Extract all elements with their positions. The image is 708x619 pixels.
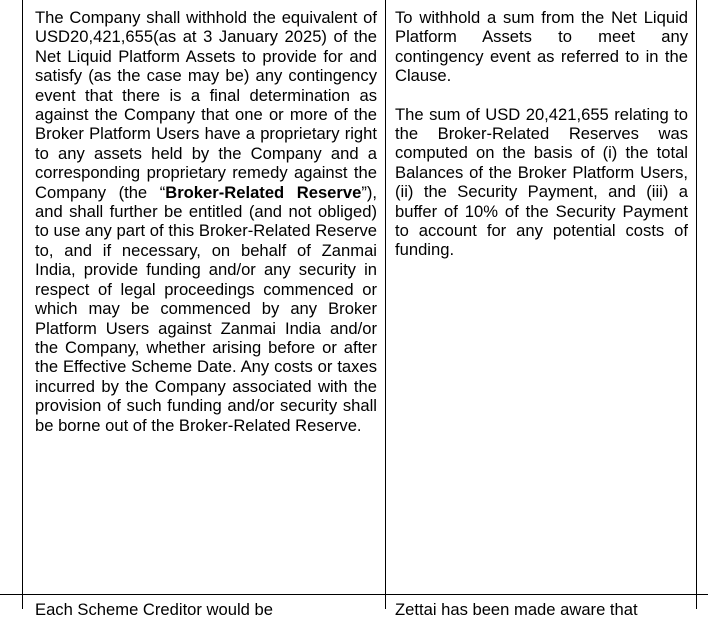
purpose-text-cell (395, 8, 688, 260)
table-border-right (696, 0, 697, 609)
defined-term-broker-related-reserve: Broker-Related Reserve (165, 182, 362, 202)
paragraph-gap (395, 86, 688, 105)
row-separator (0, 594, 708, 595)
purpose-paragraph-2: The sum of USD 20,421,655 relating to the Broker-Related Reserves was computed on the basis of (i) the total Balances of the Broker Platform Users, (ii) the Security Payment, and (iii) a buffer of 10% of the Security Payment to account for any potential costs of funding. (395, 104, 688, 260)
clause-paragraph (35, 8, 377, 435)
next-row-right-partial (395, 600, 688, 619)
table-border-middle (385, 0, 386, 609)
table-border-left (22, 0, 23, 609)
clause-text-part1: The Company shall withhold the equivalent of USD20,421,655(as at 3 January 2025) of the Net Liquid Platform Assets to provide for and satisfy (as the case may be) any contingency event that there is a final determination as against the Company that one or more of the Broker Platform Users have a proprietary right to any assets held by the Company and a corresponding proprietary remedy against the Company (the “ (35, 8, 377, 202)
clause-text-part2: ”), and shall further be entitled (and not obliged) to use any part of this Broker-Related Reserve to, and if necessary, on behalf of Zanmai India, provide funding and/or any security in respect of legal proceedings commenced or which may be commenced by any Broker Platform Users against Zanmai India and/or the Company, whether arising before or after the Effective Scheme Date. Any costs or taxes incurred by the Company associated with the provision of such funding and/or security shall be borne out of the Broker-Related Reserve. (35, 182, 377, 435)
next-row-left-partial (35, 600, 377, 619)
purpose-paragraph-1: To withhold a sum from the Net Liquid Platform Assets to meet any contingency event as referred to in the Clause. (395, 8, 688, 86)
next-row-right-text: Zettai has been made aware that (395, 600, 638, 619)
next-row-left-text: Each Scheme Creditor would be (35, 600, 273, 619)
clause-text-cell (35, 8, 377, 435)
